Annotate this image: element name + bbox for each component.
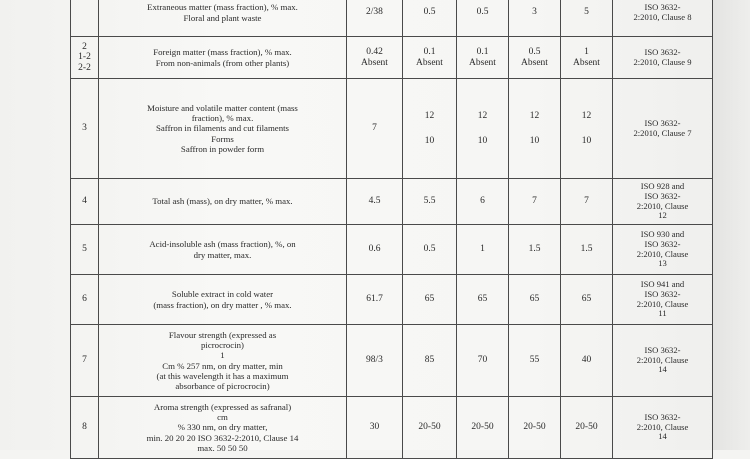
cell-value-2 — [403, 325, 457, 397]
cell-line: 20-50 — [523, 422, 546, 433]
cell-line: Aroma strength (expressed as safranal) — [153, 401, 292, 412]
cell-value-1 — [347, 0, 403, 37]
cell-value-1 — [347, 79, 403, 179]
cell-line: 6 — [480, 196, 485, 207]
cell-value-3 — [457, 275, 509, 325]
cell-item-number: 5 — [71, 225, 99, 275]
cell-line: 13 — [658, 258, 667, 269]
cell-line: 12 — [477, 111, 488, 121]
cell-line: 12 — [581, 111, 592, 121]
cell-line: Saffron in filaments and cut filaments — [156, 123, 289, 134]
cell-line: 30 — [369, 422, 380, 433]
cell-line: 2:2010, Clause — [636, 248, 689, 259]
cell-line: Moisture and volatile matter content (mass — [147, 102, 298, 113]
cell-line: 1 — [480, 244, 485, 255]
cell-line: 12 — [529, 111, 540, 121]
cell-value-1 — [347, 179, 403, 225]
cell-value-4 — [509, 325, 561, 397]
cell-line: 12 — [658, 210, 667, 221]
cell-line: 11 — [658, 308, 667, 319]
cell-line: 7 — [532, 196, 537, 207]
cell-value-1 — [347, 275, 403, 325]
cell-test-method — [613, 225, 713, 275]
cell-line: Flavour strength (expressed as — [168, 329, 277, 340]
cell-value-2 — [403, 0, 457, 37]
cell-line: (mass fraction), on dry matter , % max. — [153, 299, 292, 310]
cell-value-4 — [509, 79, 561, 179]
cell-line: 0.6 — [368, 244, 381, 255]
cell-line: Absent — [469, 57, 496, 68]
cell-characteristic — [99, 0, 347, 37]
table-row — [71, 397, 713, 459]
cell-line: 0.42 — [366, 47, 383, 57]
cell-value-2 — [403, 225, 457, 275]
cell-line: ISO 3632- — [644, 190, 681, 201]
cell-item-number: 2 1-2 2-2 — [71, 37, 99, 79]
cell-value-5 — [561, 0, 613, 37]
cell-line: 14 — [658, 364, 667, 375]
cell-line: 65 — [477, 294, 488, 305]
cell-line: 65 — [581, 294, 592, 305]
cell-line: min. 20 20 20 ISO 3632-2:2010, Clause 14 — [146, 432, 299, 443]
cell-value-3 — [457, 0, 509, 37]
table-row — [71, 179, 713, 225]
cell-line: 2:2010, Clause 8 — [633, 11, 692, 22]
cell-line: 4.5 — [368, 196, 381, 207]
cell-line: ISO 928 and — [640, 181, 685, 192]
cell-line: 2:2010, Clause 9 — [633, 56, 692, 67]
cell-line: Forms — [211, 133, 234, 144]
cell-value-2 — [403, 79, 457, 179]
cell-characteristic — [99, 225, 347, 275]
cell-line — [563, 122, 610, 136]
cell-test-method — [613, 325, 713, 397]
cell-test-method — [613, 275, 713, 325]
cell-characteristic — [99, 179, 347, 225]
cell-line: 10 — [529, 135, 540, 146]
cell-line: 0.5 — [528, 47, 541, 57]
cell-value-5 — [561, 397, 613, 459]
cell-line — [459, 122, 506, 136]
cell-line: fraction), % max. — [191, 113, 254, 124]
table-row — [71, 325, 713, 397]
cell-line: 2:2010, Clause — [636, 354, 689, 365]
cell-line: ISO 3632- — [644, 46, 681, 57]
cell-line: Total ash (mass), on dry matter, % max. — [152, 196, 293, 207]
cell-line: 1.5 — [580, 244, 593, 255]
cell-line: ISO 3632- — [644, 238, 681, 249]
cell-line: 0.5 — [423, 7, 436, 18]
cell-line: Extraneous matter (mass fraction), % max. — [147, 2, 298, 13]
cell-line: 65 — [529, 294, 540, 305]
cell-line: dry matter, max. — [193, 249, 252, 260]
saffron-spec-table — [70, 0, 713, 459]
cell-value-5 — [561, 79, 613, 179]
cell-value-2 — [403, 275, 457, 325]
table-row — [71, 0, 713, 37]
cell-line: Floral and plant waste — [183, 12, 262, 23]
cell-line: 2:2010, Clause — [636, 200, 689, 211]
cell-line: ISO 3632- — [644, 345, 681, 356]
cell-value-4 — [509, 397, 561, 459]
cell-line: From non-animals (from other plants) — [155, 57, 290, 68]
table-row — [71, 79, 713, 179]
cell-line: absorbance of picrocrocin) — [175, 380, 270, 391]
cell-line: 20-50 — [418, 422, 441, 433]
cell-line: 0.1 — [476, 47, 489, 57]
cell-line: 0.1 — [423, 47, 436, 57]
table-body — [71, 0, 713, 459]
cell-test-method — [613, 0, 713, 37]
cell-line: 40 — [581, 355, 592, 366]
cell-value-5 — [561, 325, 613, 397]
cell-characteristic — [99, 325, 347, 397]
cell-line: ISO 3632- — [644, 288, 681, 299]
cell-value-5 — [561, 225, 613, 275]
cell-line: ISO 941 and — [640, 279, 685, 290]
cell-value-3 — [457, 79, 509, 179]
cell-line: 2:2010, Clause 7 — [633, 127, 692, 138]
cell-line: 1.5 — [528, 244, 541, 255]
cell-value-3 — [457, 179, 509, 225]
cell-characteristic — [99, 397, 347, 459]
cell-line: 3 — [532, 7, 537, 18]
cell-line: Soluble extract in cold water — [171, 289, 274, 300]
cell-line: 0.5 — [423, 244, 436, 255]
cell-line: Absent — [416, 57, 443, 68]
cell-line: 1 — [584, 47, 589, 57]
cell-value-3 — [457, 397, 509, 459]
cell-line: 5 — [584, 7, 589, 18]
cell-line: 2:2010, Clause — [636, 421, 689, 432]
cell-value-3 — [457, 37, 509, 79]
cell-line: 85 — [424, 355, 435, 366]
cell-item-number: 8 — [71, 397, 99, 459]
cell-line: Absent — [573, 57, 600, 68]
cell-value-5 — [561, 275, 613, 325]
cell-value-3 — [457, 225, 509, 275]
cell-line: picrocrocin) — [201, 340, 244, 351]
cell-line: ISO 930 and — [640, 229, 685, 240]
cell-test-method — [613, 79, 713, 179]
cell-line: 7 — [372, 123, 377, 134]
cell-value-3 — [457, 325, 509, 397]
table-row — [71, 37, 713, 79]
cell-value-5 — [561, 37, 613, 79]
cell-value-1 — [347, 37, 403, 79]
cell-test-method — [613, 179, 713, 225]
cell-line: 98/3 — [366, 355, 383, 366]
cell-characteristic — [99, 37, 347, 79]
cell-line: 10 — [424, 135, 435, 146]
cell-item-number: 3 — [71, 79, 99, 179]
cell-value-1 — [347, 225, 403, 275]
cell-value-4 — [509, 37, 561, 79]
cell-line: 10 — [477, 135, 488, 146]
cell-line: Saffron in powder form — [180, 143, 265, 154]
cell-value-1 — [347, 325, 403, 397]
cell-line: 5.5 — [423, 196, 436, 207]
cell-line: Absent — [521, 57, 548, 68]
cell-line: ISO 3632- — [644, 412, 681, 423]
cell-value-4 — [509, 225, 561, 275]
cell-item-number: 6 — [71, 275, 99, 325]
cell-line: ISO 3632- — [644, 117, 681, 128]
cell-value-1 — [347, 397, 403, 459]
cell-line: 65 — [424, 294, 435, 305]
cell-value-4 — [509, 179, 561, 225]
cell-value-2 — [403, 37, 457, 79]
table-row — [71, 275, 713, 325]
cell-test-method — [613, 37, 713, 79]
cell-line: 1 — [220, 350, 225, 361]
cell-test-method — [613, 397, 713, 459]
cell-value-2 — [403, 179, 457, 225]
cell-line — [405, 122, 454, 136]
cell-line: 7 — [584, 196, 589, 207]
cell-line: % 330 nm, on dry matter, — [177, 422, 268, 433]
cell-line: 20-50 — [575, 422, 598, 433]
cell-line: Absent — [361, 57, 388, 68]
cell-item-number: 7 — [71, 325, 99, 397]
cell-line: 14 — [658, 431, 667, 442]
cell-line: 61.7 — [366, 294, 383, 305]
cell-line: 70 — [477, 355, 488, 366]
cell-value-4 — [509, 275, 561, 325]
cell-line: 10 — [581, 135, 592, 146]
cell-line: Cm % 257 nm, on dry matter, min — [162, 360, 283, 371]
cell-line: cm — [217, 412, 228, 423]
cell-item-number: 4 — [71, 179, 99, 225]
page-edge-shadow — [712, 0, 750, 450]
cell-line: 0.5 — [476, 7, 489, 18]
cell-line: 12 — [424, 111, 435, 121]
cell-characteristic — [99, 79, 347, 179]
cell-value-5 — [561, 179, 613, 225]
cell-line: 20-50 — [471, 422, 494, 433]
cell-line: ISO 3632- — [644, 1, 681, 12]
table-row — [71, 225, 713, 275]
cell-line: max. 50 50 50 — [197, 442, 248, 453]
cell-line — [511, 122, 558, 136]
cell-line: Foreign matter (mass fraction), % max. — [153, 47, 292, 58]
cell-line: 2/38 — [366, 7, 383, 18]
cell-line: (at this wavelength it has a maximum — [156, 370, 289, 381]
cell-characteristic — [99, 275, 347, 325]
cell-item-number — [71, 0, 99, 37]
cell-value-2 — [403, 397, 457, 459]
cell-line: Acid-insoluble ash (mass fraction), %, on — [149, 239, 296, 250]
cell-line: 2:2010, Clause — [636, 298, 689, 309]
cell-line: 55 — [529, 355, 540, 366]
cell-value-4 — [509, 0, 561, 37]
